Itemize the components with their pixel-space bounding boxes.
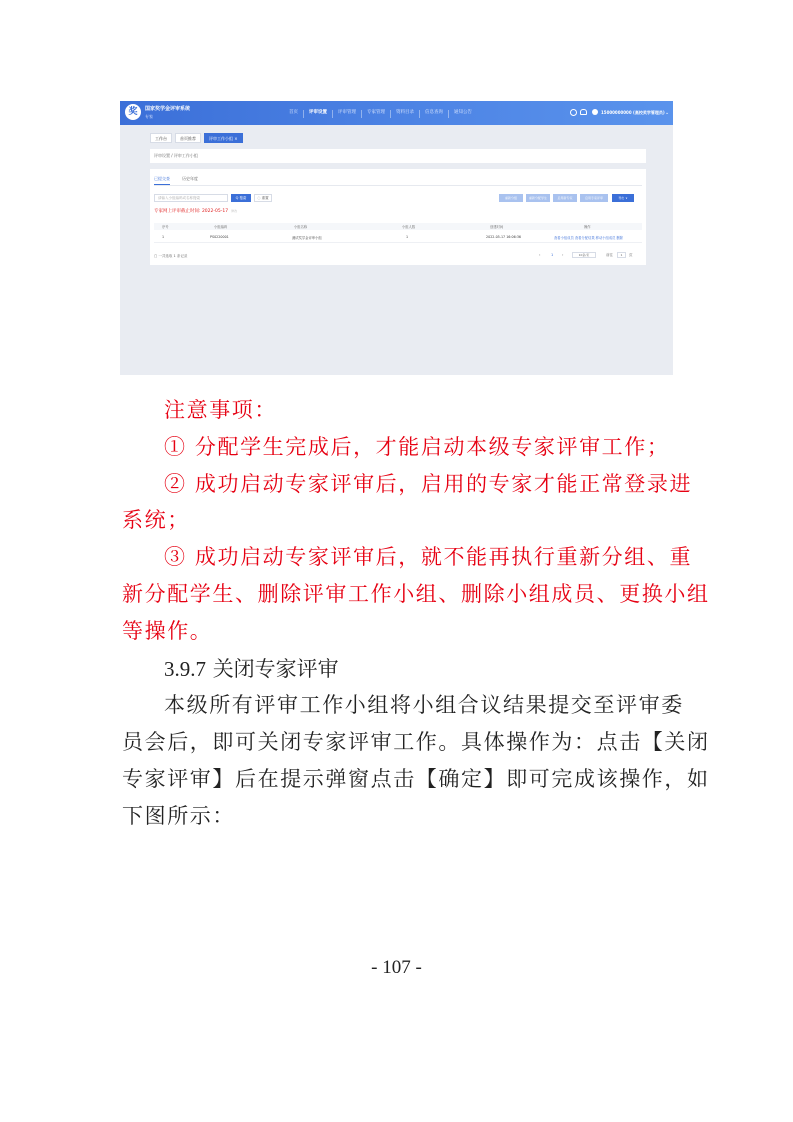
start-expert-review-button[interactable]: 启用专家评审	[580, 194, 608, 202]
body-line-4: 下图所示：	[122, 804, 235, 828]
nav-expert-management[interactable]: 专家管理	[361, 110, 390, 118]
tab-workbench[interactable]: 工作台	[150, 133, 172, 143]
nav-review-management[interactable]: 评审管理	[332, 110, 361, 118]
table-row	[154, 233, 642, 243]
page-size-select[interactable]: 10条/页	[572, 252, 596, 258]
breadcrumb-card	[150, 149, 646, 163]
note-2-line-1: ② 成功启动专家评审后，启用的专家才能正常登录进	[164, 472, 693, 496]
notes-title: 注意事项：	[164, 398, 277, 422]
tab-home-recommend[interactable]: 首页推荐	[175, 133, 201, 143]
pager-goto-label: 前往	[606, 253, 613, 257]
tab-history[interactable]: 历史年度	[182, 176, 198, 181]
nav-materials[interactable]: 资料目录	[390, 110, 419, 118]
pager-prev[interactable]: ‹	[539, 253, 541, 257]
note-2-line-2: 系统；	[122, 508, 190, 532]
cell-ops[interactable]: 查看小组成员 查看分配结果 移动小组成员 删除	[554, 236, 624, 240]
reset-button[interactable]: ◌ 重置	[254, 194, 272, 202]
pager-page[interactable]: 1	[551, 253, 554, 257]
tab-current[interactable]: 已提交查	[154, 176, 170, 185]
body-line-3: 专家评审】后在提示弹窗点击【确定】即可完成该操作，如	[122, 767, 710, 791]
body-line-1: 本级所有评审工作小组将小组合议结果提交至评审委	[164, 693, 684, 717]
regroup-button[interactable]: 重新分组	[499, 194, 523, 202]
bell-icon[interactable]	[580, 109, 587, 115]
note-3-line-1: ③ 成功启动专家评审后，就不能再执行重新分组、重	[164, 545, 693, 569]
col-index: 序号	[162, 225, 169, 229]
search-button[interactable]: Q 搜索	[231, 194, 251, 202]
help-icon[interactable]	[570, 109, 577, 116]
table-header	[154, 223, 642, 230]
col-code: 小组编码	[214, 225, 228, 229]
body-line-2: 员会后，即可关闭专家评审工作。具体操作为：点击【关闭	[122, 730, 710, 754]
nav-notices[interactable]: 通知公告	[448, 110, 477, 118]
deadline-label: 专家网上评审截止时间: 2022-05-17	[154, 209, 229, 214]
page-number: - 107 -	[371, 957, 422, 978]
user-icon	[592, 109, 598, 115]
deadline-edit-link[interactable]: 修改	[231, 209, 238, 213]
cell-code: PS0220001	[210, 235, 229, 239]
chevron-down-icon[interactable]: ⌄	[665, 110, 670, 116]
breadcrumb: 评审设置 / 评审工作小组	[154, 153, 198, 158]
cell-index: 1	[162, 235, 165, 239]
system-subtitle: 专家	[145, 114, 153, 119]
search-input[interactable]: 请输入小组编码或名称搜索	[154, 194, 228, 202]
enable-new-expert-button[interactable]: 启用新专家	[553, 194, 577, 202]
embedded-screenshot	[120, 101, 673, 375]
section-heading	[164, 654, 339, 684]
divider	[154, 185, 642, 186]
export-button[interactable]: 导出 ∨	[612, 194, 634, 202]
app-topbar	[120, 101, 673, 125]
section-title: 关闭专家评审	[212, 657, 339, 681]
pager-next[interactable]: ›	[562, 253, 564, 257]
selection-total: ▢ 一共选取 1 条记录	[154, 254, 188, 258]
top-nav	[284, 110, 477, 118]
system-logo: 奖	[125, 104, 141, 120]
main-card	[150, 169, 646, 265]
col-count: 小组人数	[402, 225, 416, 229]
inner-tabs	[154, 176, 198, 185]
reassign-students-button[interactable]: 重新分配学生	[526, 194, 550, 202]
nav-review-settings[interactable]: 评审设置	[303, 110, 332, 118]
user-label[interactable]: 15000000000 (高校奖学管理员)	[601, 110, 665, 115]
col-ops: 操作	[584, 225, 591, 229]
cell-time: 2022-05-17 16:06:36	[486, 235, 522, 239]
system-name: 国家奖学金评审系统	[145, 106, 191, 112]
cell-count: 1	[406, 235, 409, 239]
nav-query[interactable]: 信息查询	[419, 110, 448, 118]
pager-goto-suffix: 页	[629, 253, 633, 257]
note-3-line-2: 新分配学生、删除评审工作小组、删除小组成员、更换小组	[122, 582, 710, 606]
tab-review-group[interactable]: 评审工作小组 ×	[204, 133, 243, 143]
page-tabs	[150, 133, 243, 143]
note-3-line-3: 等操作。	[122, 619, 213, 643]
note-1: ① 分配学生完成后，才能启动本级专家评审工作；	[164, 435, 670, 459]
nav-home[interactable]: 首页	[289, 110, 298, 115]
col-time: 创建时间	[490, 225, 504, 229]
pager-goto-input[interactable]: 1	[617, 252, 626, 258]
col-name: 小组名称	[294, 225, 308, 229]
deadline-text	[154, 208, 237, 214]
cell-name: 测试奖学金评审小组	[292, 236, 322, 240]
section-number: 3.9.7	[164, 657, 206, 681]
